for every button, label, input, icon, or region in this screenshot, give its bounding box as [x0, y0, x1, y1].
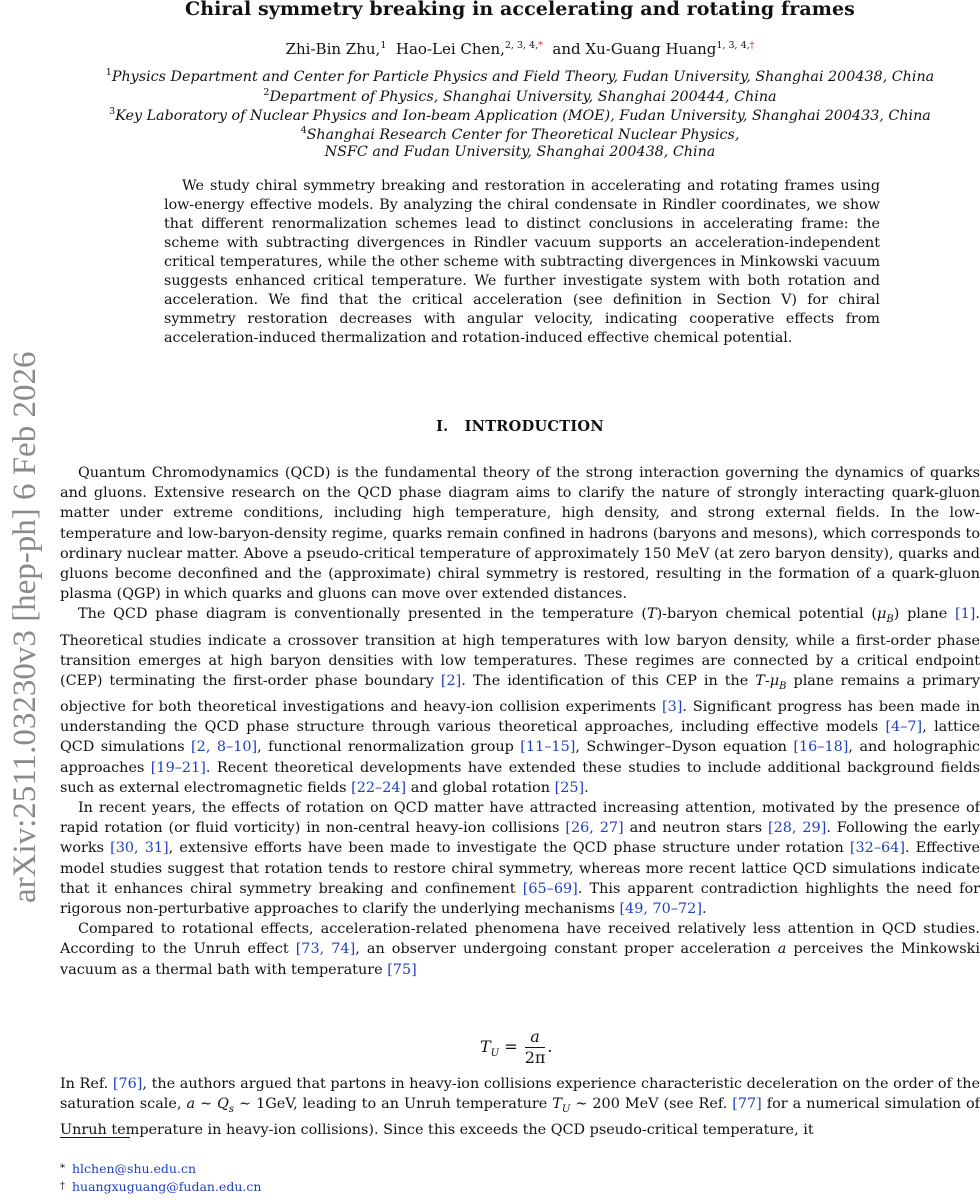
citation-link[interactable]: [22–24] [351, 779, 407, 796]
citation-link[interactable]: [76] [112, 1076, 143, 1092]
author-and: and [552, 40, 581, 58]
intro-body [60, 463, 980, 980]
citation-link[interactable]: [28, 29] [767, 820, 827, 837]
citation-link[interactable]: [4–7] [885, 719, 923, 736]
arxiv-id: arXiv:2511.03230v3 [hep-ph] 6 Feb 2026 [7, 351, 43, 903]
citation-link[interactable]: [25] [554, 779, 585, 796]
affiliation: $^3$Key Laboratory of Nuclear Physics and Ion-beam Application (MOE), Fudan University, Shanghai 200433, China [109, 106, 931, 124]
citation-link[interactable]: [49, 70–72] [619, 901, 702, 918]
author-name: Xu-Guang Huang [585, 40, 717, 58]
citation-link[interactable]: [2, 8–10] [191, 739, 258, 756]
affiliation: $^1$Physics Department and Center for Particle Physics and Field Theory, Fudan University, Shanghai 200438, China [105, 67, 935, 85]
author-corresponding-mark[interactable]: † [749, 40, 755, 51]
author-affil-sup: 1, 3, 4, [716, 40, 750, 51]
paragraph: In recent years, the effects of rotation on QCD matter have attracted increasing attention, motivated by the presence of rapid rotation (or fluid vorticity) in non-central heavy-ion collisions [26, 27] and neutron stars [28, 29]. Following the early works [30, 31], extensive efforts have been made to investigate the QCD phase structure under rotation [32–64]. Effective model studies suggest that rotation tends to restore chiral symmetry, whereas more recent lattice QCD simulations indicate that it enhances chiral symmetry breaking and confinement [65–69]. This apparent contradiction highlights the need for rigorous non-perturbative approaches to clarify the underlying mechanisms [49, 70–72]. [60, 800, 980, 918]
author-name: Hao-Lei Chen, [395, 40, 505, 58]
unruh-equation: $T_U$ = $\frac{a}{2\pi}$ . [480, 1027, 553, 1067]
paragraph: In Ref. [76], the authors argued that partons in heavy-ion collisions experience characteristic deceleration on the order of the saturation scale, a ∼ $Q_s$ ∼ 1GeV, leading to an Unruh temperature $T_U$ ∼ 200 MeV (see Ref. [77] for a numerical simulation of Unruh temperature in heavy-ion collisions). Since this exceeds the QCD pseudo-critical temperature, it [60, 1076, 980, 1139]
author-corresponding-mark[interactable]: * [538, 40, 543, 51]
affiliation: NSFC and Fudan University, Shanghai 200438, China [324, 144, 716, 160]
email-link[interactable]: huangxuguang@fudan.edu.cn [72, 1179, 262, 1194]
abstract: We study chiral symmetry breaking and restoration in accelerating and rotating frames using low-energy effective models. By analyzing the chiral condensate in Rindler coordinates, we show that different renormalization schemes lead to distinct conclusions in accelerating frame: the scheme with subtracting divergences in Rindler vacuum supports an acceleration-independent critical temperatures, while the other scheme with subtracting divergences in Minkowski vacuum suggests enhanced critical temperature. We further investigate system with both rotation and acceleration. We find that the critical acceleration (see definition in Section V) for chiral symmetry restoration decreases with angular velocity, indicating cooperative effects from acceleration-induced thermalization and rotation-induced effective chemical potential. [164, 178, 880, 346]
author-line [60, 40, 980, 58]
author-affil-sup: 2, 3, 4, [504, 40, 539, 51]
affiliation: $^4$Shanghai Research Center for Theoretical Nuclear Physics, [300, 125, 740, 143]
citation-link[interactable]: [19–21] [150, 759, 206, 776]
footnote: † huangxuguang@fudan.edu.cn [60, 1179, 262, 1194]
citation-link[interactable]: [65–69] [522, 880, 578, 897]
section-heading: I. INTRODUCTION [436, 418, 604, 435]
citation-link[interactable]: [26, 27] [565, 820, 624, 837]
citation-link[interactable]: [16–18] [793, 739, 849, 756]
author-name: Zhi-Bin Zhu, [285, 40, 381, 58]
affiliation: $^2$Department of Physics, Shanghai University, Shanghai 200444, China [263, 87, 777, 105]
citation-link[interactable]: [32–64] [849, 840, 905, 857]
fraction: $\frac{a}{2\pi}$ [524, 1027, 546, 1067]
citation-link[interactable]: [1] [955, 606, 976, 623]
citation-link[interactable]: [30, 31] [110, 840, 169, 857]
paper-title: Chiral symmetry breaking in accelerating and rotating frames [185, 0, 855, 20]
citation-link[interactable]: [11–15] [520, 739, 576, 756]
paragraph: Compared to rotational effects, acceleration-related phenomena have received relatively less attention in QCD studies. According to the Unruh effect [73, 74], an observer undergoing constant proper acceleration a perceives the Minkowski vacuum as a thermal bath with temperature [75] [60, 921, 980, 978]
paragraph: Quantum Chromodynamics (QCD) is the fundamental theory of the strong interaction governing the dynamics of quarks and gluons. Extensive research on the QCD phase diagram aims to clarify the nature of strongly interacting quark-gluon matter under extreme conditions, including high temperature, high density, and strong external fields. In the low-temperature and low-baryon-density regime, quarks remain confined in hadrons (baryons and mesons), which corresponds to ordinary nuclear matter. Above a pseudo-critical temperature of approximately 150 MeV (at zero baryon density), quarks and gluons become deconfined and the (approximate) chiral symmetry is restored, resulting in the formation of a quark-gluon plasma (QGP) in which quarks and gluons can move over extended distances. [60, 465, 980, 603]
author-affil-sup: 1 [380, 40, 387, 51]
citation-link[interactable]: [75] [387, 961, 417, 978]
arxiv-watermark [4, 305, 44, 905]
citation-link[interactable]: [77] [732, 1096, 762, 1113]
citation-link[interactable]: [2] [440, 672, 462, 689]
footnotes [60, 1160, 261, 1196]
paragraph: The QCD phase diagram is conventionally presented in the temperature (T)-baryon chemical potential $(\mu_B)$ plane [1]. Theoretical studies indicate a crossover transition at high temperatures with low baryon density, while a first-order phase transition emerges at high baryon densities with low temperatures. These regimes are connected by a critical endpoint (CEP) terminating the first-order phase boundary [2]. The identification of this CEP in the $T-\mu_B$ plane remains a primary objective for both theoretical investigations and heavy-ion collision experiments [3]. Significant progress has been made in understanding the QCD phase structure through various theoretical approaches, including effective models [4–7], lattice QCD simulations [2, 8–10], functional renormalization group [11–15], Schwinger–Dyson equation [16–18], and holographic approaches [19–21]. Recent theoretical developments have extended these studies to include additional background fields such as external electromagnetic fields [22–24] and global rotation [25]. [60, 606, 980, 796]
intro-body-continued [60, 1074, 980, 1140]
footnote: * hlchen@shu.edu.cn [60, 1161, 197, 1176]
footnote-rule [60, 1137, 130, 1138]
citation-link[interactable]: [73, 74] [295, 941, 356, 958]
email-link[interactable]: hlchen@shu.edu.cn [72, 1161, 197, 1176]
citation-link[interactable]: [3] [662, 698, 683, 715]
